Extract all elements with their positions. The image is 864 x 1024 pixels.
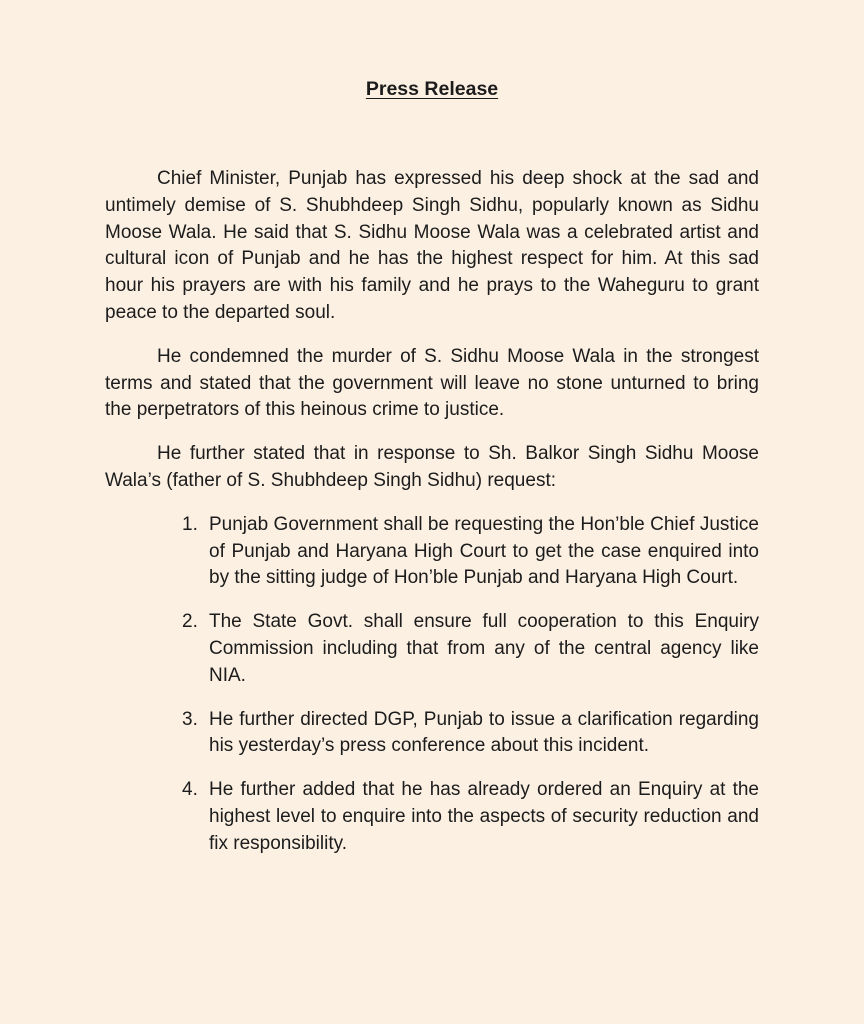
list-item-number: 3. — [182, 708, 198, 730]
list-item-text: Punjab Government shall be requesting the Hon’ble Chief Justice of Punjab and Haryana High Court to get the case enquired into by the sitting judge of Hon’ble Punjab and Haryana High Court. — [209, 513, 759, 589]
paragraph-condemnation: He condemned the murder of S. Sidhu Moose Wala in the strongest terms and stated that the government will leave no stone unturned to bring the perpetrators of this heinous crime to justice. — [105, 345, 759, 421]
list-item-text: He further directed DGP, Punjab to issue a clarification regarding his yesterday’s press conference about this incident. — [209, 708, 759, 757]
document-body — [105, 166, 759, 875]
list-item — [105, 777, 759, 857]
list-item-number: 4. — [182, 779, 198, 801]
list-item — [105, 609, 759, 689]
list-item-number: 1. — [182, 513, 198, 535]
action-list — [105, 512, 759, 858]
paragraph-request: He further stated that in response to Sh. Balkor Singh Sidhu Moose Wala’s (father of S. Shubhdeep Singh Sidhu) request: — [105, 443, 759, 491]
page-title: Press Release — [365, 78, 499, 100]
list-item-text: He further added that he has already ordered an Enquiry at the highest level to enquire into the aspects of security reduction and fix responsibility. — [209, 779, 759, 854]
list-item-number: 2. — [182, 611, 198, 633]
list-item-text: The State Govt. shall ensure full cooperation to this Enquiry Commission including that from any of the central agency like NIA. — [209, 611, 759, 686]
list-item — [105, 707, 759, 761]
paragraph-condolence: Chief Minister, Punjab has expressed his deep shock at the sad and untimely demise of S. Shubhdeep Singh Sidhu, popularly known as Sidhu Moose Wala. He said that S. Sidhu Moose Wala was a celebrated artist and cultural icon of Punjab and he has the highest respect for him. At this sad hour his prayers are with his family and he prays to the Waheguru to grant peace to the departed soul. — [105, 168, 759, 323]
list-item — [105, 512, 759, 592]
